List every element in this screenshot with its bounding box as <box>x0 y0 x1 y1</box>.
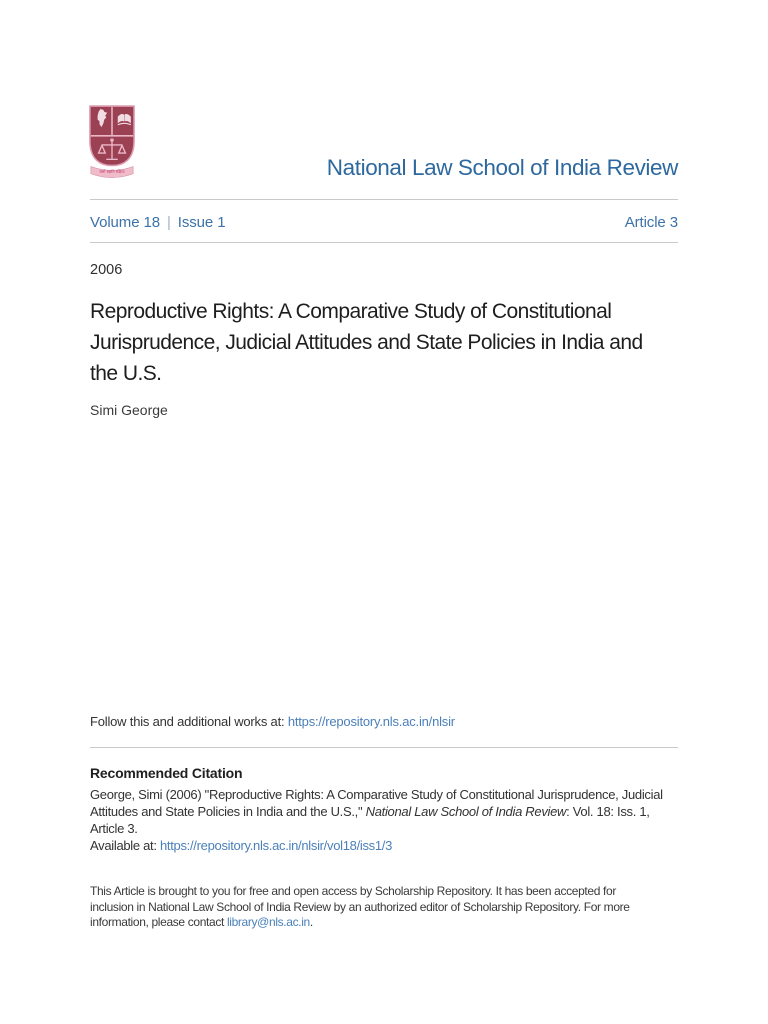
issue-row <box>90 214 678 231</box>
divider-issue <box>90 242 678 243</box>
issue-label: Issue 1 <box>177 214 226 231</box>
access-statement-line: This Article is brought to you for free and open access by Scholarship Repository. It has been accepted for <box>90 884 616 898</box>
motto-text: धर्मो रक्षति रक्षितः <box>99 169 125 175</box>
access-statement-line <box>90 915 630 931</box>
citation-journal-name: National Law School of India Review <box>365 804 567 819</box>
nls-shield-icon <box>88 104 136 183</box>
nls-logo <box>88 104 136 183</box>
recommended-citation-block <box>90 765 750 854</box>
citation-segment: : Vol. 18: Iss. 1, <box>566 804 650 819</box>
available-at-line <box>90 837 750 854</box>
article-title-line: Jurisprudence, Judicial Attitudes and State Policies in India and <box>90 331 643 354</box>
repository-link[interactable]: https://repository.nls.ac.in/nlsir <box>287 714 455 729</box>
access-statement-line: inclusion in National Law School of India Review by an authorized editor of Scholarship Repository. For more <box>90 899 630 914</box>
article-title <box>90 296 643 389</box>
journal-title: National Law School of India Review <box>326 155 678 180</box>
follow-works-line <box>90 714 455 729</box>
citation-line: George, Simi (2006) "Reproductive Rights: A Comparative Study of Constitutional Jurisprudence, Judicial <box>90 787 663 802</box>
divider-citation <box>90 747 678 748</box>
divider-top <box>90 199 678 200</box>
citation-line: Article 3. <box>90 821 138 836</box>
publication-year: 2006 <box>90 262 123 278</box>
article-number: Article 3 <box>624 214 678 231</box>
recommended-citation-heading: Recommended Citation <box>90 765 243 781</box>
contact-prefix: information, please contact <box>90 915 227 929</box>
contact-email-link[interactable]: library@nls.ac.in <box>226 915 310 929</box>
contact-suffix: . <box>309 915 313 929</box>
available-at-prefix: Available at: <box>90 838 160 853</box>
access-statement <box>90 884 630 931</box>
volume-issue <box>90 214 225 231</box>
article-title-line: Reproductive Rights: A Comparative Study of Constitutional <box>90 300 612 323</box>
citation-line <box>90 803 750 820</box>
article-title-line: the U.S. <box>90 362 162 385</box>
citation-text <box>90 786 750 854</box>
separator: | <box>166 214 171 231</box>
article-url-link[interactable]: https://repository.nls.ac.in/nlsir/vol18/iss1/3 <box>160 838 393 853</box>
citation-segment: Attitudes and State Policies in India and the U.S.," <box>90 804 366 819</box>
author-name: Simi George <box>90 402 168 418</box>
volume-label: Volume 18 <box>90 214 160 231</box>
follow-works-prefix: Follow this and additional works at: <box>90 714 288 729</box>
